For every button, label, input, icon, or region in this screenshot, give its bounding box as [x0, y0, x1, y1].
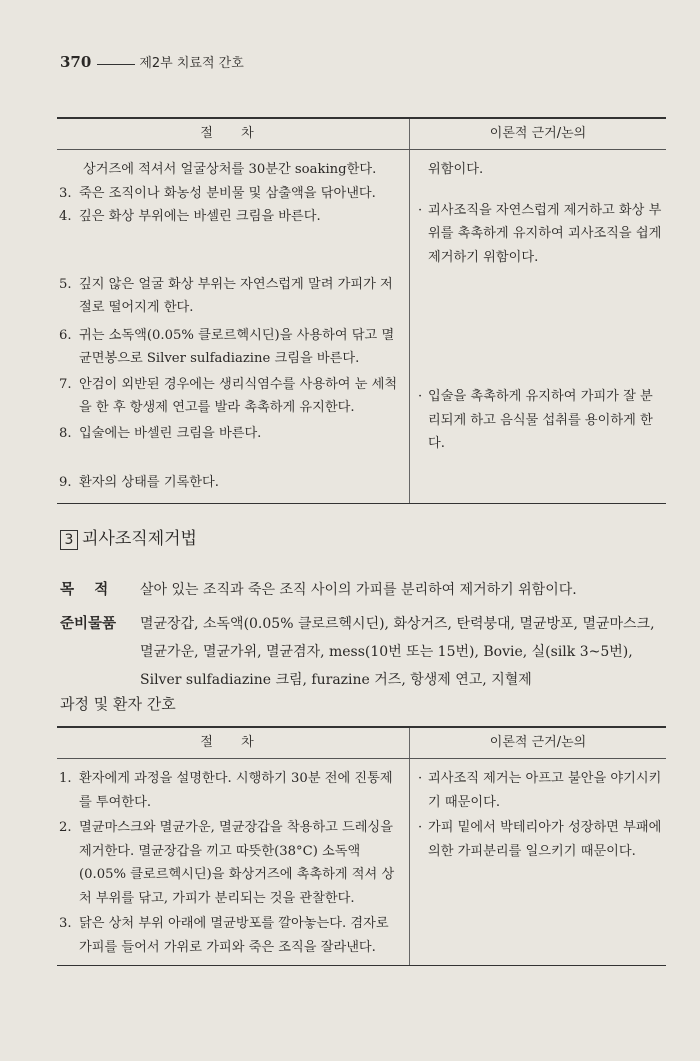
part-title: 제2부 치료적 간호: [139, 56, 244, 71]
column-header-procedure: 절 차: [57, 727, 410, 759]
procedure-step: 9. 환자의 상태를 기록한다.: [59, 475, 219, 490]
section-title: 괴사조직제거법: [82, 529, 197, 549]
supplies-label: 준비물품: [60, 616, 117, 632]
procedure-column: [57, 759, 410, 966]
purpose-text: 살아 있는 조직과 죽은 조직 사이의 가피를 분리하여 제거하기 위함이다.: [140, 582, 577, 598]
procedure-step: 3. 죽은 조직이나 화농성 분비물 및 삼출액을 닦아낸다.: [59, 185, 376, 201]
purpose-label: 목 적: [60, 582, 109, 598]
column-header-rationale: 이론적 근거/논의: [410, 727, 667, 759]
procedure-column: [57, 150, 410, 504]
procedure-step: 4. 깊은 화상 부위에는 바셀린 크림을 바른다.: [59, 209, 321, 224]
rationale-column: [410, 759, 667, 966]
procedure-step: 5. 깊지 않은 얼굴 화상 부위는 자연스럽게 말려 가피가 저절로 떨어지게 한다.: [59, 276, 393, 315]
purpose-row: [60, 576, 672, 604]
procedure-table: [57, 726, 666, 966]
rationale-column: [410, 150, 667, 504]
column-header-rationale: 이론적 근거/논의: [410, 118, 667, 150]
procedure-step: 상거즈에 적셔서 얼굴상처를 30분간 soaking한다.: [83, 162, 377, 177]
column-header-procedure: 절 차: [57, 118, 410, 150]
supplies-row: [60, 610, 672, 694]
procedure-step: 6. 귀는 소독액(0.05% 클로르헥시딘)을 사용하여 닦고 멸균면봉으로 Silver sulfadiazine 크림을 바른다.: [59, 327, 395, 366]
rationale-note: · 가피 밑에서 박테리아가 성장하면 부패에 의한 가피분리를 일으키기 때문이다.: [418, 820, 662, 859]
procedure-table-continued: [57, 117, 666, 504]
procedure-step: 3. 닭은 상처 부위 아래에 멸균방포를 깔아놓는다. 겸자로 가피를 들어서 가위로 가피와 죽은 조직을 잘라낸다.: [59, 916, 389, 955]
definition-list: [60, 576, 672, 694]
header-rule: [97, 64, 135, 65]
rationale-note: 위함이다.: [428, 162, 484, 177]
procedure-step: 7. 안검이 외반된 경우에는 생리식염수를 사용하여 눈 세척을 한 후 항생제 연고를 발라 촉촉하게 유지한다.: [59, 376, 398, 415]
page-header: [60, 52, 244, 71]
supplies-text: 멸균장갑, 소독액(0.05% 클로르헥시딘), 화상거즈, 탄력붕대, 멸균방포, 멸균마스크, 멸균가운, 멸균가위, 멸균겸자, mess(10번 또는 15번), Bovie, 실(silk 3~5번), Silver sulfadiazine 크림, furazine 거즈, 항생제 연고, 지혈제: [140, 616, 655, 688]
procedure-step: 8. 입술에는 바셀린 크림을 바른다.: [59, 425, 262, 441]
procedure-step: 2. 멸균마스크와 멸균가운, 멸균장갑을 착용하고 드레싱을 제거한다. 멸균장갑을 끼고 따뜻한(38°C) 소독액(0.05% 클로르헥시딘)을 화상거즈에 촉촉하게 적셔 상처 부위를 닦고, 가피가 분리되는 것을 관찰한다.: [59, 820, 395, 906]
page-number: 370: [60, 53, 92, 71]
process-heading: 과정 및 환자 간호: [60, 695, 176, 713]
rationale-note: · 괴사조직을 자연스럽게 제거하고 화상 부위를 촉촉하게 유지하여 괴사조직을 쉽게 제거하기 위함이다.: [418, 202, 662, 265]
section-heading: [60, 524, 197, 550]
section-number-box: 3: [60, 530, 78, 550]
procedure-step: 1. 환자에게 과정을 설명한다. 시행하기 30분 전에 진통제를 투여한다.: [59, 771, 393, 810]
rationale-note: · 입술을 촉촉하게 유지하여 가피가 잘 분리되게 하고 음식물 섭취를 용이하게 한다.: [418, 389, 653, 451]
rationale-note: · 괴사조직 제거는 아프고 불안을 야기시키기 때문이다.: [418, 771, 662, 810]
